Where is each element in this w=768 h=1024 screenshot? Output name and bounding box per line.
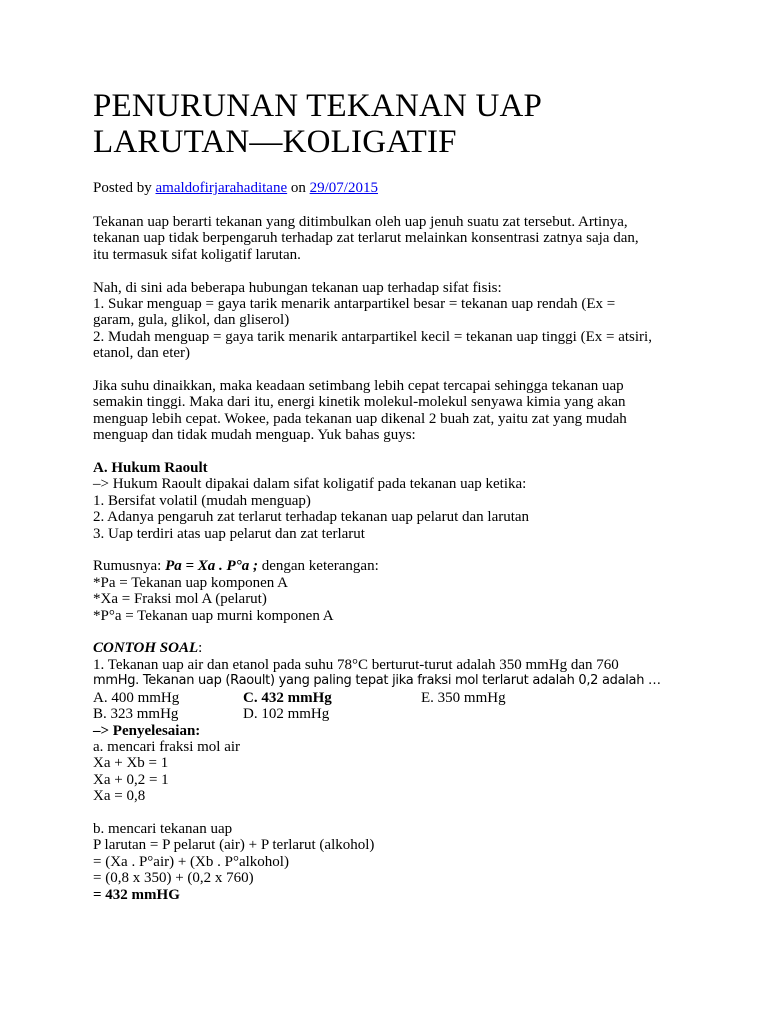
solution-heading: –> Penyelesaian: [93, 722, 201, 739]
author-link[interactable]: amaldofirjarahaditane [155, 180, 288, 196]
example-heading-line [93, 640, 693, 656]
text-line: tekanan uap tidak berpengaruh terhadap zat terlarut melainkan konsentrasi zatnya saja dan, [93, 230, 639, 247]
formula-prefix: Rumusnya: [93, 558, 166, 575]
on-label: on [287, 180, 310, 196]
raoult-section [93, 460, 693, 542]
question-line: 1. Tekanan uap air dan etanol pada suhu 78°C berturut-turut adalah 350 mmHg dan 760 [93, 656, 619, 673]
text-line: 3. Uap terdiri atas uap pelarut dan zat terlarut [93, 525, 365, 542]
options-row [93, 690, 693, 706]
solution-line: P larutan = P pelarut (air) + P terlarut (alkohol) [93, 837, 375, 854]
solution-line: Xa + 0,2 = 1 [93, 771, 169, 788]
option-d: D. 102 mmHg [243, 706, 330, 723]
post-meta [93, 180, 693, 197]
heading-colon: : [198, 640, 203, 657]
formula-suffix: dengan keterangan: [257, 558, 379, 575]
intro-paragraph [93, 214, 693, 263]
formula-line [93, 558, 693, 574]
text-line: –> Hukum Raoult dipakai dalam sifat koligatif pada tekanan uap ketika: [93, 476, 527, 493]
page-title [93, 88, 693, 160]
text-line: menguap lebih cepat. Wokee, pada tekanan uap dikenal 2 buah zat, yaitu zat yang mudah [93, 410, 627, 427]
option-a: A. 400 mmHg [93, 689, 180, 706]
text-line: 2. Adanya pengaruh zat terlarut terhadap tekanan uap pelarut dan larutan [93, 509, 530, 526]
text-line: Tekanan uap berarti tekanan yang ditimbulkan oleh uap jenuh suatu zat tersebut. Artinya, [93, 214, 628, 230]
example-heading: CONTOH SOAL [93, 640, 199, 657]
title-line-2: LARUTAN—KOLIGATIF [93, 124, 457, 160]
title-line-1: PENURUNAN TEKANAN UAP [93, 88, 543, 124]
solution-line: Xa = 0,8 [93, 788, 146, 805]
text-line: semakin tinggi. Maka dari itu, energi kinetik molekul-molekul senyawa kimia yang akan [93, 394, 626, 411]
option-e: E. 350 mmHg [421, 689, 506, 706]
section-heading: A. Hukum Raoult [93, 460, 208, 477]
relations-paragraph [93, 280, 693, 362]
formula-section [93, 558, 693, 624]
text-line: Nah, di sini ada beberapa hubungan tekanan uap terhadap sifat fisis: [93, 279, 502, 296]
temperature-paragraph [93, 378, 693, 444]
text-line: 1. Bersifat volatil (mudah menguap) [93, 492, 311, 509]
text-line: 2. Mudah menguap = gaya tarik menarik antarpartikel kecil = tekanan uap tinggi (Ex = atsiri, [93, 328, 652, 345]
formula-expression: Pa = Xa . P°a ; [165, 558, 258, 575]
question-line: mmHg. Tekanan uap (Raoult) yang paling tepat jika fraksi mol terlarut adalah 0,2 adalah … [93, 673, 661, 689]
options-row [93, 706, 693, 722]
option-b: B. 323 mmHg [93, 706, 179, 723]
definition-line: *Xa = Fraksi mol A (pelarut) [93, 591, 267, 608]
example-section [93, 640, 693, 902]
option-c: C. 432 mmHg [243, 689, 332, 706]
text-line: menguap dan tidak mudah menguap. Yuk bahas guys: [93, 427, 416, 444]
text-line: 1. Sukar menguap = gaya tarik menarik antarpartikel besar = tekanan uap rendah (Ex = [93, 296, 616, 313]
solution-line: b. mencari tekanan uap [93, 820, 233, 837]
text-line: Jika suhu dinaikkan, maka keadaan setimbang lebih cepat tercapai sehingga tekanan uap [93, 378, 624, 395]
text-line: garam, gula, glikol, dan gliserol) [93, 312, 290, 329]
definition-line: *Pa = Tekanan uap komponen A [93, 574, 289, 591]
solution-line: = (0,8 x 350) + (0,2 x 760) [93, 870, 254, 887]
text-line: itu termasuk sifat koligatif larutan. [93, 246, 301, 263]
solution-line: a. mencari fraksi mol air [93, 738, 241, 755]
definition-line: *P°a = Tekanan uap murni komponen A [93, 607, 334, 624]
solution-line: = (Xa . P°air) + (Xb . P°alkohol) [93, 853, 289, 870]
answer-line: = 432 mmHG [93, 886, 180, 903]
document-page [93, 88, 693, 903]
date-link[interactable]: 29/07/2015 [309, 180, 378, 196]
posted-by-label: Posted by [93, 180, 156, 196]
text-line: etanol, dan eter) [93, 345, 191, 362]
solution-line: Xa + Xb = 1 [93, 755, 169, 772]
